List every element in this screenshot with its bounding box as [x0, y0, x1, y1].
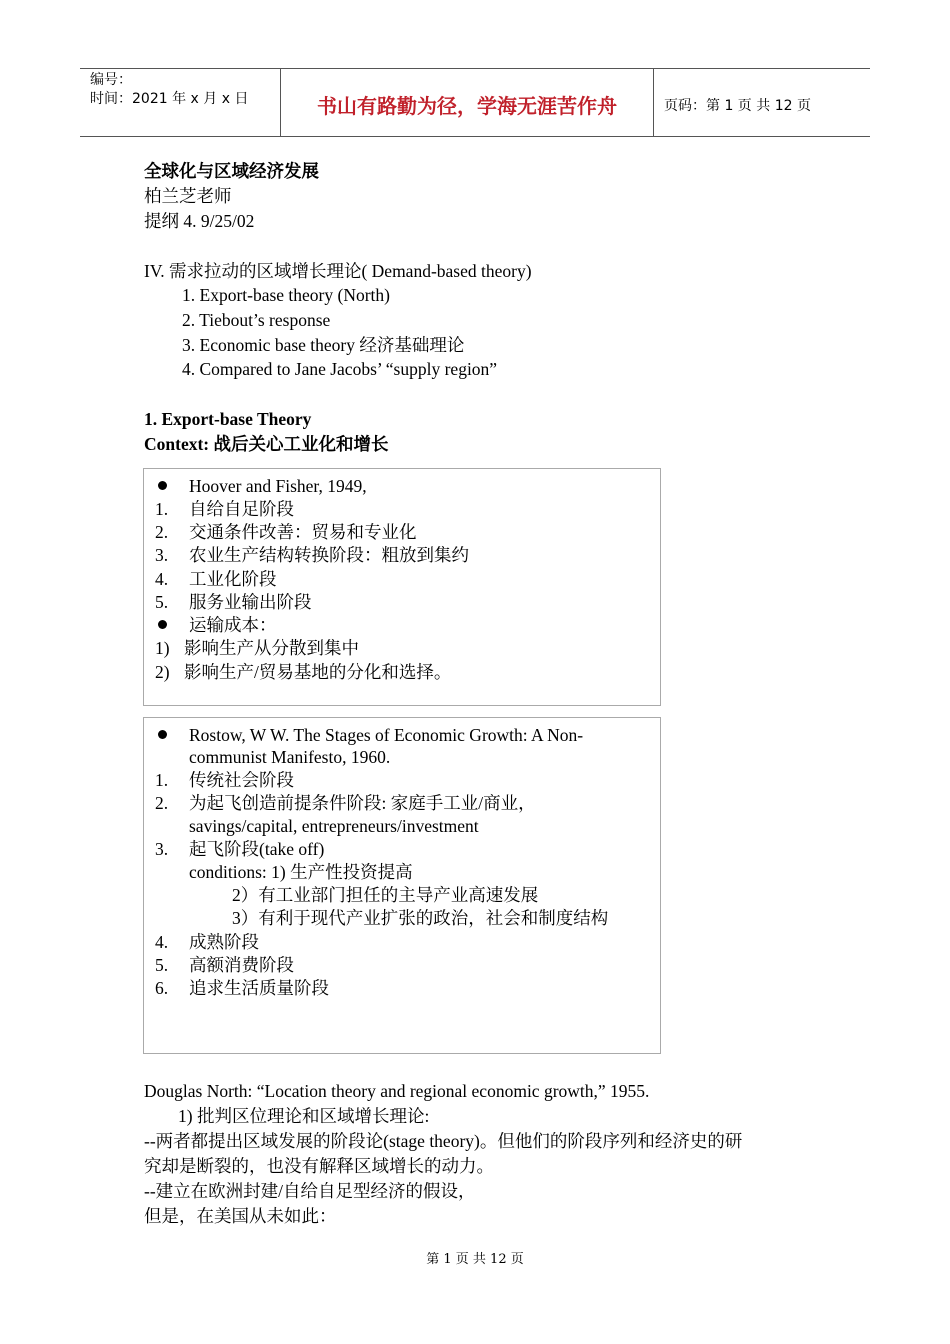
context-line: Context: 战后关心工业化和增长: [144, 434, 389, 454]
list-item: 影响生产从分散到集中: [184, 638, 359, 658]
box1-bullet-text: Hoover and Fisher, 1949,: [189, 476, 367, 496]
list-number: 4.: [155, 932, 169, 952]
north-citation: Douglas North: “Location theory and regional economic growth,” 1955.: [144, 1081, 650, 1101]
list-item: 工业化阶段: [189, 569, 277, 589]
list-number: 2.: [155, 522, 169, 542]
paragraph-line: 究却是断裂的，也没有解释区域增长的动力。: [144, 1156, 494, 1176]
box2-bullet-text: Rostow, W W. The Stages of Economic Growth: A Non-: [189, 725, 584, 745]
north-point: 1) 批判区位理论和区域增长理论:: [178, 1106, 430, 1126]
header-motto: 书山有路勤为径，学海无涯苦作舟: [281, 69, 654, 136]
condition-item: 2）有工业部门担任的主导产业高速发展: [232, 885, 539, 905]
doc-outline: 提纲 4. 9/25/02: [144, 211, 255, 231]
list-number: 2.: [155, 793, 169, 813]
list-item: 成熟阶段: [189, 932, 259, 952]
list-number: 3.: [155, 839, 169, 859]
list-item: 交通条件改善：贸易和专业化: [189, 522, 417, 542]
section-iv-heading: IV. 需求拉动的区域增长理论( Demand-based theory): [144, 261, 532, 281]
section-1-heading: 1. Export-base Theory: [144, 409, 312, 429]
list-item: 服务业输出阶段: [189, 592, 312, 612]
bullet-icon: [158, 730, 167, 739]
list-number: 5.: [155, 592, 169, 612]
condition-item: 3）有利于现代产业扩张的政治，社会和制度结构: [232, 908, 609, 928]
list-item: 影响生产/贸易基地的分化和选择。: [184, 662, 452, 682]
paragraph-line: 但是，在美国从未如此：: [144, 1206, 337, 1226]
doc-teacher: 柏兰芝老师: [144, 186, 232, 206]
header-meta: [80, 69, 281, 136]
paragraph-line: --建立在欧洲封建/自给自足型经济的假设，: [144, 1181, 476, 1201]
doc-title: 全球化与区域经济发展: [144, 161, 319, 181]
paragraph-line: --两者都提出区域发展的阶段论(stage theory)。但他们的阶段序列和经济史的研: [144, 1131, 743, 1151]
toc-item: 3. Economic base theory 经济基础理论: [182, 335, 465, 355]
bullet-icon: [158, 481, 167, 490]
list-item: 起飞阶段(take off): [189, 839, 325, 859]
list-item: 高额消费阶段: [189, 955, 294, 975]
list-item: conditions: 1) 生产性投资提高: [189, 862, 413, 882]
list-item: 传统社会阶段: [189, 770, 294, 790]
list-number: 2): [155, 662, 170, 682]
list-item: 为起飞创造前提条件阶段: 家庭手工业/商业，: [189, 793, 536, 813]
list-number: 1): [155, 638, 170, 658]
page-footer: 第 1 页 共 12 页: [426, 1252, 524, 1267]
list-number: 3.: [155, 545, 169, 565]
toc-item: 4. Compared to Jane Jacobs’ “supply region”: [182, 359, 498, 379]
list-item: 自给自足阶段: [189, 499, 294, 519]
box1-bullet-text: 运输成本：: [189, 615, 277, 635]
page-header: [80, 68, 870, 137]
bullet-icon: [158, 620, 167, 629]
list-item: 追求生活质量阶段: [189, 978, 329, 998]
list-item: 农业生产结构转换阶段：粗放到集约: [189, 545, 469, 565]
header-page-label: 页码：第 1 页 共 12 页: [664, 97, 811, 114]
list-item: savings/capital, entrepreneurs/investment: [189, 816, 479, 836]
list-number: 6.: [155, 978, 169, 998]
list-number: 4.: [155, 569, 169, 589]
toc-item: 1. Export-base theory (North): [182, 285, 390, 305]
list-number: 5.: [155, 955, 169, 975]
time-label: 时间：2021 年 x 月 x 日: [90, 91, 249, 107]
toc-item: 2. Tiebout’s response: [182, 310, 331, 330]
list-number: 1.: [155, 770, 169, 790]
number-label: 编号：: [90, 72, 132, 88]
box2-bullet-text: communist Manifesto, 1960.: [189, 747, 391, 767]
list-number: 1.: [155, 499, 169, 519]
